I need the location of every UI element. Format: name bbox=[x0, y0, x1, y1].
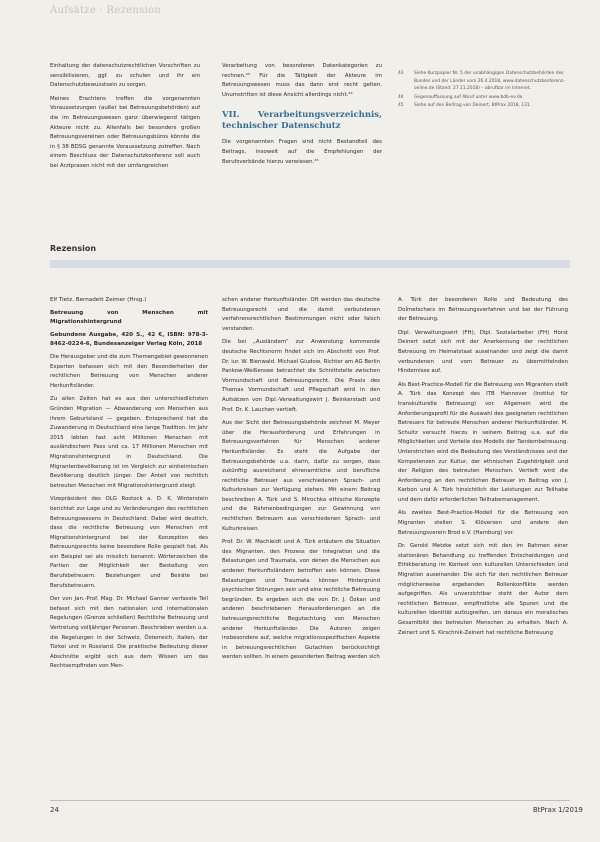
footnote-text: Gegenauffassung auf Abruf unter www.bdb-ev.de. bbox=[414, 94, 524, 100]
review-bibliographic-line: Elf Tietz, Bernadett Zeimer (Hrsg.) bbox=[50, 297, 147, 303]
paragraph: Als zweites Best-Practice-Modell für die Betreuung von Migranten stellen S. Klöversen und andere den Betreuungsverein Brod e.V. (Hamburg) vor. bbox=[398, 510, 568, 536]
paragraph: Als Best-Practice-Modell für die Betreuung von Migranten stellt A. Türk das Konzept des ITB Hannover (Institut für transkulturelle Betreuung) vor. Allgemein wird die Anforderungsprofil für die Auswahl des geeigneten rechtlichen Betreuers für betreute Menschen anderer Herkunftsländer. M. Schultz versucht hierzu in seinem Beitrag u.a. auf die Möglichkeiten und Vorteile des Modells der Tandembetreuung. Unterstrichen wird die Bedeutung des Verständnisses und der Kompetenzen zur Kultur, der ethnischen Zugehörigkeit und der Religion des betreuten Menschen. Vertieft wird die Anforderung an den rechtlichen Betreuer im Beitrag von J. Karbon und A. Türk hinsichtlich der Leistungen zur Teilhabe und dem dafür erforderlichen Teilhabemanagement. bbox=[398, 381, 568, 503]
footnote bbox=[398, 102, 570, 110]
paragraph: Aus der Sicht der Betreuungsbehörde zeichnet M. Meyer über die Herausforderung und Erfahrungen in Betreuungsverfahren für Menschen anderer Herkunftsländer. Es steht die Aufgabe der Betreuungsbehörde u.a. darin, dafür zu sorgen, dass zukünftig ausreichend ehrenamtliche und berufliche rechtliche Betreuer aus verschiedenen Sprach- und Kulturkreisen zur Verfügung stehen. Mit einem Beitrag beschreiben A. Türk und S. Mirochka ethische Konzepte und die Rahmenbedingungen zur Gewinnung von rechtlichen Betreuern aus verschiedenen Sprach- und Kulturkreisen. bbox=[222, 420, 380, 532]
footnote-text: Siehe Kurzpapier Nr. 5 der unabhängigen Datenschutzbehörden des Bundes und der Länder vom 26.4.2018, www.datenschutzkonferenz-online.de (Stand: 27.11.2018) – abrufbar im Internet. bbox=[414, 71, 565, 92]
footnote bbox=[398, 70, 570, 93]
paragraph: Die Herausgeber und die zum Themengebiet gewonnenen Experten befassen sich mit den Besonderheiten der rechtlichen Betreuung von Menschen anderer Herkunftsländer. bbox=[50, 354, 208, 389]
review-bibliographic-line: Betreuung von Menschen mit Migrationshintergrund bbox=[50, 310, 208, 325]
page-number: 24 bbox=[50, 806, 59, 814]
footnote bbox=[398, 94, 570, 102]
paragraph: Zu allen Zeiten hat es aus den unterschiedlichsten Gründen Migration — Abwanderung von Menschen aus ihrem Geburtsland — gegeben. Entsprechend hat die Zuwanderung in Deutschland eine lange Tradition. Im Jahr 2015 lebten fast acht Millionen Menschen mit ausländischem Pass und ca. 17 Millionen Menschen mit Migrationshintergrund in Deutschland. Die Migrantenbevölkerung ist im Vergleich zur einheimischen Bevölkerung deutlich jünger. Der Anteil von rechtlich betreuten Menschen mit Migrationshintergrund steigt. bbox=[50, 396, 208, 489]
section-label: Rezension bbox=[50, 244, 97, 253]
review-column-3 bbox=[398, 296, 568, 642]
section-divider bbox=[50, 260, 570, 268]
paragraph: Dipl. Verwaltungswirt (FH), Dipl. Sozialarbeiter (FH) Horst Deinert setzt sich mit der Anerkennung der rechtlichen Betreuung im Heimatstaat auseinander und zeigt die damit verbundenen und vom Betreuer zu übermittelnden Hindernisse auf. bbox=[398, 329, 568, 375]
paragraph: Dr. Gerold Metzke setzt sich mit den im Rahmen einer stationären Behandlung zu treffenden Entscheidungen und Ethikberatung im Kontext von kulturellen Unterschieden und Migration auseinander. Die sich für den rechtlichen Betreuer möglicherweise ergebenden Rollenkonflikte werden aufgegriffen. Als unverzichtbar steht der Autor dem rechtlichen Betreuer, empfindliche alle Spuren und die kulturellen Identität aufzugreifen, um daraus ein moralisches Gesamtbild des betreuten Menschen zu erhalten. Nach A. Zeinert und S. Kirschnik-Zeinert hat rechtliche Betreuung bbox=[398, 543, 568, 636]
paragraph: Einhaltung der datenschutzrechtlichen Vorschriften zu sensibilisieren, ggf. zu schulen und ihr ein Datenschutzbewusstsein zu sorgen. bbox=[50, 63, 200, 89]
article-column-2 bbox=[222, 62, 382, 171]
footnote-number: 45 bbox=[398, 103, 404, 109]
review-column-2 bbox=[222, 296, 380, 667]
footnote-text: Siehe auf den Beitrag von Deinert, BtPrax 2018, 131. bbox=[414, 103, 532, 109]
paragraph: Verarbeitung von besonderen Datenkategorien zu rechnen.⁴³ Für die Tätigkeit der Akteure im Betreuungswesen muss das dann erst recht gelten. Unumstritten ist diese Ansicht allerdings nicht.⁴⁴ bbox=[222, 63, 382, 98]
running-header: Aufsätze · Rezension bbox=[50, 5, 162, 16]
review-column-1 bbox=[50, 296, 208, 676]
paragraph: Vizepräsident des OLG Rostock a. D. K. Winterstein berichtet zur Lage und zu Veränderungen des rechtlichen Betreuungswesens in Deutschland. Dabei wird deutlich, dass die rechtliche Betreuung von Menschen mit Migrationshintergrund bei der Konzeption des Betreuungsrechts keine besondere Rolle gespielt hat. Als ein Beispiel sei als misslich benannt: Wörterzeichen die Partien der Möglichkeit der Bestellung von Berufsbetreuern. Beziehungen und Beiräte bei Berufsbetreuern. bbox=[50, 496, 208, 589]
article-column-1 bbox=[50, 62, 200, 176]
footnote-number: 43 bbox=[398, 71, 404, 76]
paragraph: Prof. Dr. W. Machleidt und A. Türk erläutern die Situation des Migranten, den Prozess der Integration und die Belastungen und Traumata, von denen die Menschen aus anderen Herkunftsländern betroffen sein können. Diese Belastungen und Traumata können Hintergrund psychischer Störungen sein und eine rechtliche Betreuung begründen. Es ergeben sich die von Dr. J. Özkan und anderen beschriebenen Herausforderungen an die betreuungsrechtliche Begutachtung von Menschen anderer Herkunftsländer. Die Autoren zeigen insbesondere auf, welche migrationsspezifischen Aspekte in betreuungsrechtlichen Gutachten berücksichtigt werden sollten. In einem gesonderten Beitrag werden sich bbox=[222, 539, 380, 661]
paragraph: A. Türk der besonderen Rolle und Bedeutung des Dolmetschers im Betreuungsverfahren und bei der Führung der Betreuung. bbox=[398, 297, 568, 323]
paragraph: Meines Erachtens treffen die vorgenannten Voraussetzungen (außer bei Betreuungsbehörden) auf die im Betreuungswesen ganz überwiegend tätigen Akteure nicht zu. Allenfalls bei besonders großen Betreuungsvereinen oder Betreuungsbüros könnte die in § 38 BDSG genannte Voraussetzung zutreffen. Nach einem Beschluss der Datenschutzkonferenz soll auch bei Arztpraxen nicht mit der umfangreichen bbox=[50, 95, 200, 169]
paragraph: schen anderer Herkunftsländer. Oft werden das deutsche Betreuungsrecht und die damit verbundenen verfahrensrechtlichen Bestimmungen nicht oder falsch verstanden. bbox=[222, 297, 380, 332]
journal-issue: BtPrax 1/2019 bbox=[533, 806, 583, 814]
paragraph: Der von Jan.-Prof. Mag. Dr. Michael Ganner verfasste Teil befasst sich mit den nationalen und internationalen Regelungen (Grenze schließen) Rechtliche Betreuung und Vertretung volljähriger Personen. Beschrieben werden u.a. die Regelungen in der Schweiz, Österreich, Italien, der Türkei und in Russland. Die praktische Bedeutung dieser Abschnitte ergibt sich aus dem Wissen um das Rechtsempfinden von Men- bbox=[50, 596, 208, 670]
paragraph: Die bei „Ausländern“ zur Anwendung kommende deutsche Rechtsnorm findet sich im Abschnitt von Prof. Dr. iur. W. Bienwald. Michael Giudow, Richter am AG Berlin Pankow-Weißensee betrachtet die Schnittstelle zwischen Vormundschaft und Betreuungsrecht. Die Praxis des Themas Vormundschaft und Pflegschaft wird in den Aufsätzen von Dipl.-Verwaltungswirt J. Beinkerstadt und Prof. Dr. K. Lauchen vertieft. bbox=[222, 339, 380, 413]
footer-divider bbox=[50, 800, 570, 801]
paragraph: Die vorgenannten Fragen sind nicht Bestandteil des Beitrags, insoweit auf die Empfehlungen der Berufsverbände hierzu verwiesen.⁴⁵ bbox=[222, 139, 382, 165]
section-heading: VII. Verarbeitungsverzeichnis, technischer Datenschutz bbox=[222, 110, 382, 132]
footnote-number: 44 bbox=[398, 94, 404, 100]
footnotes bbox=[398, 70, 570, 111]
review-bibliographic-line: Gebundene Ausgabe, 420 S., 42 €, ISBN: 978-3-8462-0224-6, Bundesanzeiger Verlag Köln, 2018 bbox=[50, 332, 208, 347]
